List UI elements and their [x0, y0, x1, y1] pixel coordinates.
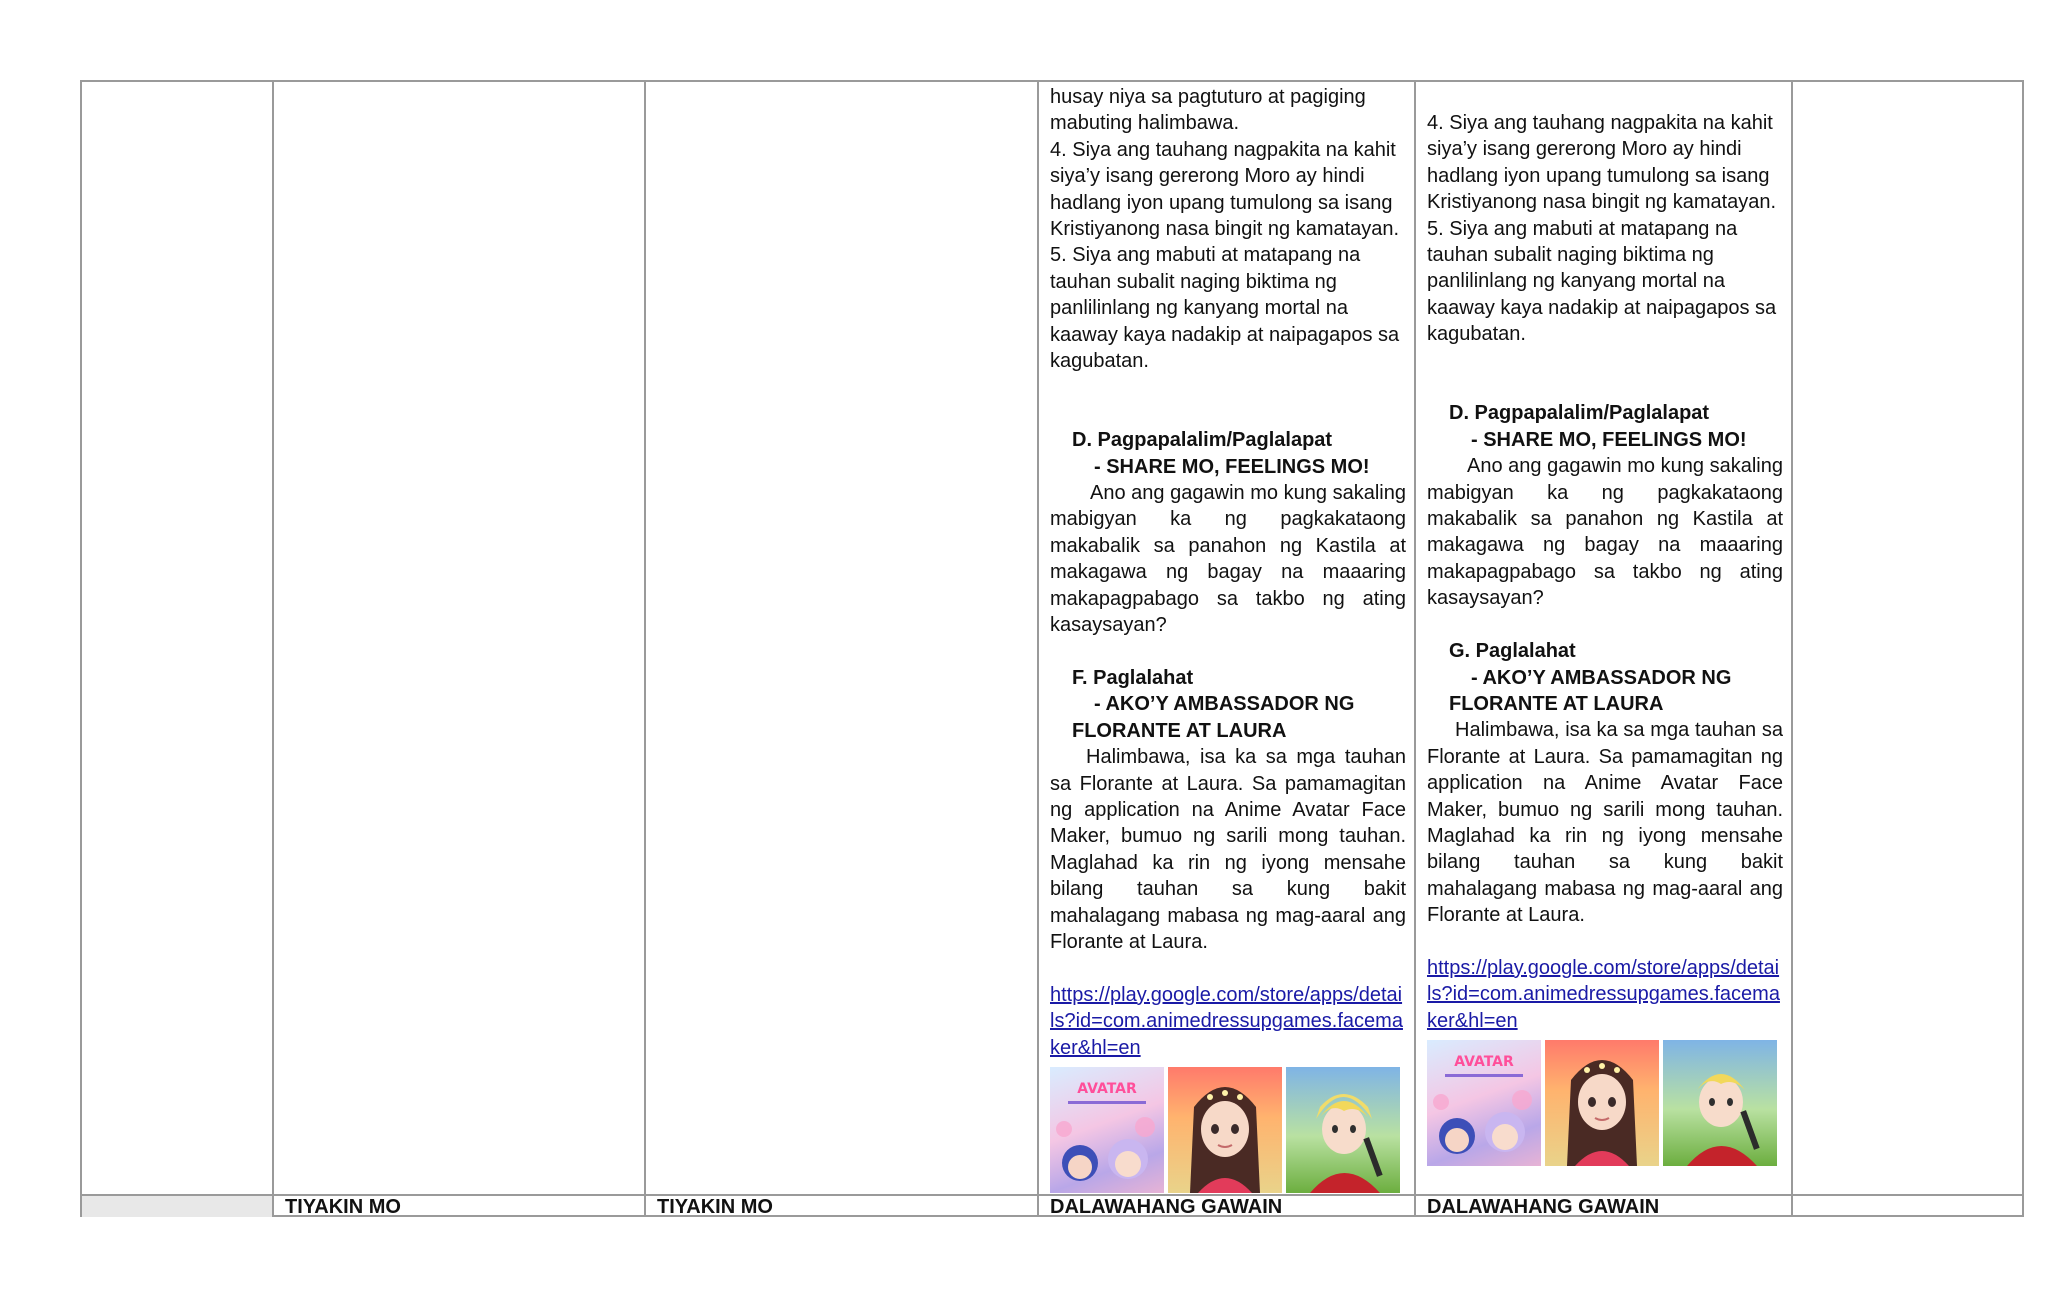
- column-divider-1: [272, 82, 274, 1215]
- anime-avatar-app-banner-icon: [1427, 1040, 1541, 1166]
- text-line: husay niya sa pagtuturo at pagiging mabuting halimbawa.: [1050, 86, 1366, 135]
- section-f-text: Halimbawa, isa ka sa mga tauhan sa Florante at Laura. Sa pamamagitan ng application na Anime Avatar Face Maker, bumuo ng sarili mong tauhan. Maglahad ka rin ng iyong mensahe bilang tauhan sa kung bakit mahalagang mabasa ng mag-aaral ang Florante at Laura.: [1050, 746, 1406, 953]
- footer-label-col5: DALAWAHANG GAWAIN: [1427, 1196, 1660, 1218]
- anime-avatar-app-banner-icon: [1050, 1067, 1164, 1193]
- anime-girl-avatar-icon: [1545, 1040, 1659, 1166]
- section-d-text: Ano ang gagawin mo kung sakaling mabigyan ka ng pagkakataong makabalik sa panahon ng Kastila at makagawa ng bagay na maaaring makapagpabago sa takbo ng ating kasaysayan?: [1427, 455, 1783, 610]
- footer-label-col3: TIYAKIN MO: [657, 1196, 773, 1218]
- column-5-content: [1427, 110, 1783, 1166]
- app-store-link[interactable]: https://play.google.com/store/apps/details?id=com.animedressupgames.facemaker&hl=en: [1050, 983, 1403, 1059]
- anime-boy-avatar-icon: [1286, 1067, 1400, 1193]
- section-g-title: G. Paglalahat: [1449, 640, 1576, 663]
- footer-label-col2: TIYAKIN MO: [285, 1196, 401, 1218]
- section-d-title: D. Pagpapalalim/Paglalapat: [1449, 402, 1710, 425]
- column-4-content: [1050, 84, 1406, 1193]
- section-g-text: Halimbawa, isa ka sa mga tauhan sa Florante at Laura. Sa pamamagitan ng application na Anime Avatar Face Maker, bumuo ng sarili mong tauhan. Maglahad ka rin ng iyong mensahe bilang tauhan sa kung bakit mahalagang mabasa ng mag-aaral ang Florante at Laura.: [1427, 719, 1783, 927]
- text-line: 4. Siya ang tauhang nagpakita na kahit siya’y isang gererong Moro ay hindi hadlang iyon upang tumulong sa isang Kristiyanong nasa bingit ng kamatayan.: [1427, 112, 1777, 214]
- app-store-link[interactable]: https://play.google.com/store/apps/details?id=com.animedressupgames.facemaker&hl=en: [1427, 956, 1780, 1032]
- section-d-subtitle: - SHARE MO, FEELINGS MO!: [1094, 455, 1370, 478]
- section-f-subtitle: - AKO’Y AMBASSADOR NG: [1094, 693, 1355, 716]
- text-line: 4. Siya ang tauhang nagpakita na kahit siya’y isang gererong Moro ay hindi hadlang iyon upang tumulong sa isang Kristiyanong nasa bingit ng kamatayan.: [1050, 138, 1400, 241]
- column-divider-4: [1414, 82, 1416, 1215]
- section-f-title: F. Paglalahat: [1072, 666, 1194, 689]
- section-f-subtitle-2: FLORANTE AT LAURA: [1072, 719, 1287, 742]
- section-d-subtitle: - SHARE MO, FEELINGS MO!: [1471, 428, 1747, 451]
- section-g-subtitle-2: FLORANTE AT LAURA: [1449, 692, 1664, 715]
- column-divider-5: [1791, 82, 1793, 1215]
- section-g-subtitle: - AKO’Y AMBASSADOR NG: [1471, 666, 1732, 689]
- footer-label-col4: DALAWAHANG GAWAIN: [1050, 1196, 1283, 1218]
- anime-boy-avatar-icon: [1663, 1040, 1777, 1166]
- column-divider-3: [1037, 82, 1039, 1215]
- column-divider-2: [644, 82, 646, 1215]
- banner-text: AVATAR: [1077, 1080, 1137, 1097]
- lesson-plan-table: [80, 80, 2024, 1217]
- section-d-title: D. Pagpapalalim/Paglalapat: [1072, 429, 1333, 452]
- footer-shade-cell: [82, 1196, 272, 1217]
- anime-girl-avatar-icon: [1168, 1067, 1282, 1193]
- text-line: 5. Siya ang mabuti at matapang na tauhan subalit naging biktima ng panlilinlang ng kanyang mortal na kaaway kaya nadakip at naipagapos sa kagubatan.: [1427, 217, 1777, 346]
- section-d-text: Ano ang gagawin mo kung sakaling mabigyan ka ng pagkakataong makabalik sa panahon ng Kastila at makagawa ng bagay na maaaring makapagpabago sa takbo ng ating kasaysayan?: [1050, 482, 1406, 637]
- text-line: 5. Siya ang mabuti at matapang na tauhan subalit naging biktima ng panlilinlang ng kanyang mortal na kaaway kaya nadakip at naipagapos sa kagubatan.: [1050, 244, 1400, 373]
- app-screenshots: [1050, 1067, 1406, 1193]
- banner-text: AVATAR: [1454, 1054, 1514, 1071]
- app-screenshots: [1427, 1040, 1783, 1166]
